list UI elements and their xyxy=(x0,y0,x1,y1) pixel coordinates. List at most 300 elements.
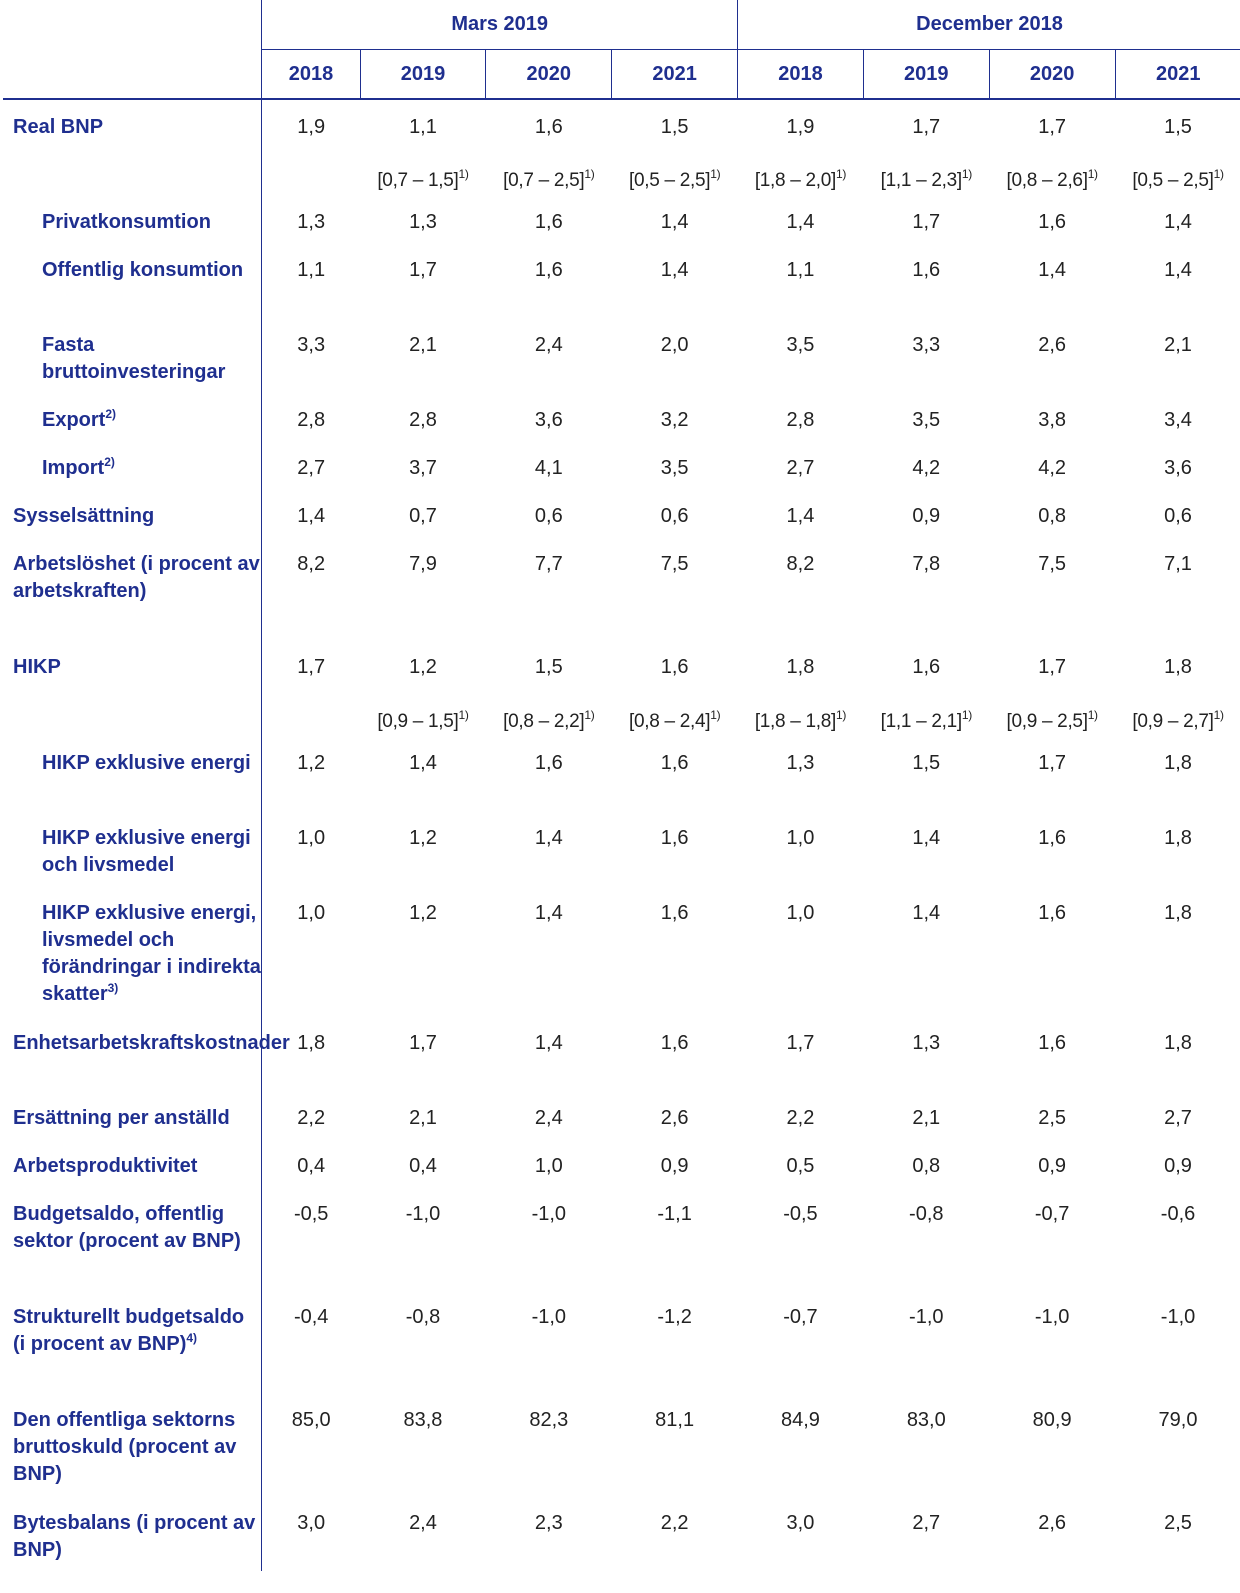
value-cell xyxy=(612,537,738,640)
cell-value: 2,6 xyxy=(1038,1512,1067,1534)
value-cell xyxy=(612,1016,738,1091)
footnote-marker: 1) xyxy=(836,708,847,722)
value-cell xyxy=(360,99,486,147)
cell-value: 1,8 xyxy=(786,656,815,678)
cell-value: 0,6 xyxy=(534,505,563,527)
value-cell xyxy=(1115,441,1240,489)
value-cell xyxy=(612,1393,738,1496)
range-cell xyxy=(360,688,486,736)
range-value: [1,8 – 1,8] xyxy=(754,711,837,732)
value-cell xyxy=(262,1187,360,1290)
cell-value: 1,3 xyxy=(912,1032,941,1054)
cell-value: 1,2 xyxy=(409,827,437,849)
value-cell xyxy=(738,640,864,688)
range-cell xyxy=(612,688,738,736)
cell-value: 0,8 xyxy=(1038,505,1067,527)
row-label xyxy=(3,1091,262,1139)
cell-value: -1,0 xyxy=(405,1203,441,1225)
value-cell xyxy=(612,195,738,243)
value-cell xyxy=(486,640,612,688)
cell-value: 2,1 xyxy=(409,334,437,356)
table-row xyxy=(3,811,1240,886)
value-cell xyxy=(989,1139,1115,1187)
cell-value: 1,7 xyxy=(1038,752,1067,774)
range-value: [0,9 – 2,7] xyxy=(1132,711,1214,732)
range-cell xyxy=(486,688,612,736)
cell-value: -1,0 xyxy=(1034,1306,1070,1328)
cell-value: 0,7 xyxy=(409,505,437,527)
cell-value: 1,5 xyxy=(534,656,563,678)
cell-value: 1,6 xyxy=(912,259,941,281)
value-cell xyxy=(863,640,989,688)
row-label xyxy=(3,195,262,243)
range-cell xyxy=(612,147,738,195)
cell-value: 1,4 xyxy=(912,902,941,924)
row-label xyxy=(3,537,262,640)
cell-value: 2,7 xyxy=(297,457,326,479)
row-label xyxy=(3,1139,262,1187)
value-cell xyxy=(863,1496,989,1571)
row-label xyxy=(3,441,262,489)
value-cell xyxy=(1115,1496,1240,1571)
value-cell xyxy=(486,736,612,811)
cell-value: 0,6 xyxy=(660,505,689,527)
cell-value: 1,6 xyxy=(660,1032,689,1054)
cell-value: 3,0 xyxy=(786,1512,815,1534)
value-cell xyxy=(1115,811,1240,886)
cell-value: 1,7 xyxy=(1038,116,1067,138)
cell-value: 1,0 xyxy=(297,902,326,924)
cell-value: 85,0 xyxy=(291,1409,331,1431)
value-cell xyxy=(486,393,612,441)
footnote-marker: 1) xyxy=(1087,167,1098,181)
value-cell xyxy=(989,1393,1115,1496)
range-value: [0,9 – 1,5] xyxy=(377,711,459,732)
range-value: [0,5 – 2,5] xyxy=(1132,170,1214,191)
value-cell xyxy=(360,1091,486,1139)
value-cell xyxy=(360,1496,486,1571)
footnote-marker: 1) xyxy=(961,708,972,722)
cell-value: -0,6 xyxy=(1160,1203,1196,1225)
cell-value: 1,0 xyxy=(534,1155,563,1177)
corner-cell-lower xyxy=(3,50,262,100)
value-cell xyxy=(360,811,486,886)
row-label-text: Fasta bruttoinvesteringar xyxy=(42,334,226,383)
cell-value: 1,4 xyxy=(409,752,437,774)
value-cell xyxy=(612,489,738,537)
row-label-text: Real BNP xyxy=(13,116,104,138)
value-cell xyxy=(262,537,360,640)
range-value: [0,5 – 2,5] xyxy=(628,170,711,191)
cell-value: 3,0 xyxy=(297,1512,326,1534)
value-cell xyxy=(863,1393,989,1496)
cell-value: 1,6 xyxy=(1038,827,1067,849)
cell-value: 1,8 xyxy=(297,1032,326,1054)
table-row xyxy=(3,640,1240,688)
row-label xyxy=(3,1187,262,1290)
cell-value: 7,8 xyxy=(912,553,941,575)
value-cell xyxy=(262,640,360,688)
cell-value: 1,7 xyxy=(786,1032,815,1054)
value-cell xyxy=(738,318,864,393)
cell-value: 1,9 xyxy=(297,116,326,138)
footnote-marker: 1) xyxy=(458,708,469,722)
value-cell xyxy=(1115,243,1240,318)
value-cell xyxy=(612,736,738,811)
cell-value: 79,0 xyxy=(1158,1409,1198,1431)
range-cell xyxy=(262,147,360,195)
footnote-marker: 1) xyxy=(1213,708,1224,722)
group-header-december-2018: December 2018 xyxy=(738,0,1240,50)
cell-value: 1,4 xyxy=(912,827,941,849)
cell-value: 1,5 xyxy=(912,752,941,774)
range-value: [0,8 – 2,2] xyxy=(503,711,585,732)
value-cell xyxy=(612,318,738,393)
table-row xyxy=(3,1496,1240,1571)
value-cell xyxy=(738,1091,864,1139)
value-cell xyxy=(738,811,864,886)
value-cell xyxy=(360,537,486,640)
value-cell xyxy=(486,811,612,886)
value-cell xyxy=(1115,318,1240,393)
group-header-row xyxy=(3,0,1240,50)
value-cell xyxy=(989,1187,1115,1290)
cell-value: 2,7 xyxy=(786,457,815,479)
cell-value: 1,7 xyxy=(1038,656,1067,678)
value-cell xyxy=(360,640,486,688)
range-value: [1,1 – 2,3] xyxy=(880,170,962,191)
table-row xyxy=(3,441,1240,489)
cell-value: 7,5 xyxy=(1038,553,1067,575)
value-cell xyxy=(738,736,864,811)
table-row xyxy=(3,1139,1240,1187)
row-label-text: Strukturellt budgetsaldo (i procent av BNP) xyxy=(13,1306,245,1355)
table-body xyxy=(3,99,1240,1571)
cell-value: 1,6 xyxy=(660,902,689,924)
value-cell xyxy=(863,243,989,318)
cell-value: 1,7 xyxy=(297,656,326,678)
cell-value: 1,4 xyxy=(1164,259,1192,281)
cell-value: 2,8 xyxy=(409,409,437,431)
footnote-marker: 1) xyxy=(836,167,847,181)
value-cell xyxy=(262,441,360,489)
range-value: [1,8 – 2,0] xyxy=(754,170,837,191)
value-cell xyxy=(989,537,1115,640)
value-cell xyxy=(612,886,738,1016)
value-cell xyxy=(738,393,864,441)
value-cell xyxy=(863,195,989,243)
row-label-text: HIKP exklusive energi xyxy=(42,752,251,774)
cell-value: -1,0 xyxy=(531,1203,567,1225)
cell-value: 2,6 xyxy=(660,1107,689,1129)
value-cell xyxy=(738,886,864,1016)
value-cell xyxy=(863,886,989,1016)
table-row xyxy=(3,489,1240,537)
cell-value: 2,2 xyxy=(297,1107,326,1129)
value-cell xyxy=(989,1016,1115,1091)
value-cell xyxy=(1115,1016,1240,1091)
table-row xyxy=(3,99,1240,147)
cell-value: 3,5 xyxy=(786,334,815,356)
cell-value: 84,9 xyxy=(780,1409,820,1431)
footnote-marker: 3) xyxy=(107,981,119,995)
row-label-text: Den offentliga sektorns bruttoskuld (procent av BNP) xyxy=(13,1409,237,1485)
cell-value: 1,1 xyxy=(297,259,326,281)
value-cell xyxy=(360,489,486,537)
value-cell xyxy=(612,99,738,147)
cell-value: 82,3 xyxy=(529,1409,569,1431)
row-label-text: Import xyxy=(42,457,105,479)
cell-value: 1,7 xyxy=(409,1032,437,1054)
cell-value: 1,4 xyxy=(297,505,326,527)
range-cell xyxy=(1115,688,1240,736)
value-cell xyxy=(989,886,1115,1016)
cell-value: 2,1 xyxy=(409,1107,437,1129)
cell-value: 3,8 xyxy=(1038,409,1067,431)
table-row xyxy=(3,537,1240,640)
cell-value: 83,0 xyxy=(906,1409,946,1431)
value-cell xyxy=(262,736,360,811)
value-cell xyxy=(360,1016,486,1091)
value-cell xyxy=(1115,886,1240,1016)
cell-value: 4,1 xyxy=(534,457,563,479)
range-value: [0,8 – 2,6] xyxy=(1006,170,1088,191)
cell-value: 8,2 xyxy=(786,553,815,575)
year-header: 2021 xyxy=(1115,50,1240,100)
cell-value: 0,9 xyxy=(1164,1155,1192,1177)
cell-value: 0,8 xyxy=(912,1155,941,1177)
value-cell xyxy=(1115,1187,1240,1290)
cell-value: 83,8 xyxy=(403,1409,443,1431)
cell-value: 1,2 xyxy=(409,656,437,678)
value-cell xyxy=(612,393,738,441)
value-cell xyxy=(486,489,612,537)
value-cell xyxy=(738,537,864,640)
value-cell xyxy=(612,1496,738,1571)
cell-value: 1,6 xyxy=(912,656,941,678)
cell-value: 1,5 xyxy=(1164,116,1192,138)
value-cell xyxy=(360,886,486,1016)
value-cell xyxy=(738,1496,864,1571)
cell-value: 0,5 xyxy=(786,1155,815,1177)
value-cell xyxy=(863,537,989,640)
table-row xyxy=(3,1187,1240,1290)
value-cell xyxy=(360,441,486,489)
table-row xyxy=(3,318,1240,393)
cell-value: 1,0 xyxy=(786,902,815,924)
row-label-text: Enhetsarbetskraftskostnader xyxy=(13,1032,290,1054)
value-cell xyxy=(1115,1290,1240,1393)
value-cell xyxy=(989,393,1115,441)
cell-value: 1,6 xyxy=(660,752,689,774)
value-cell xyxy=(360,736,486,811)
value-cell xyxy=(738,1393,864,1496)
cell-value: -0,7 xyxy=(783,1306,818,1328)
value-cell xyxy=(486,441,612,489)
value-cell xyxy=(360,1187,486,1290)
cell-value: 4,2 xyxy=(1038,457,1067,479)
value-cell xyxy=(989,736,1115,811)
value-cell xyxy=(612,243,738,318)
value-cell xyxy=(612,441,738,489)
cell-value: 2,0 xyxy=(660,334,689,356)
cell-value: 0,9 xyxy=(912,505,941,527)
cell-value: -1,0 xyxy=(909,1306,944,1328)
table-row xyxy=(3,1290,1240,1393)
value-cell xyxy=(262,99,360,147)
footnote-marker: 1) xyxy=(458,167,469,181)
range-cell xyxy=(738,147,864,195)
cell-value: 2,1 xyxy=(912,1107,941,1129)
year-header: 2021 xyxy=(612,50,738,100)
cell-value: 3,3 xyxy=(297,334,326,356)
value-cell xyxy=(612,1139,738,1187)
value-cell xyxy=(360,195,486,243)
value-cell xyxy=(262,489,360,537)
cell-value: -0,5 xyxy=(293,1203,329,1225)
range-value: [1,1 – 2,1] xyxy=(880,711,962,732)
cell-value: 1,6 xyxy=(1038,1032,1067,1054)
table-row xyxy=(3,736,1240,811)
value-cell xyxy=(486,1016,612,1091)
cell-value: 2,4 xyxy=(534,1107,563,1129)
cell-value: 2,7 xyxy=(1164,1107,1192,1129)
value-cell xyxy=(1115,736,1240,811)
cell-value: -1,1 xyxy=(657,1203,692,1225)
value-cell xyxy=(863,1290,989,1393)
projections-table xyxy=(3,0,1240,1571)
table-row xyxy=(3,243,1240,318)
cell-value: -0,5 xyxy=(783,1203,818,1225)
range-value: [0,7 – 1,5] xyxy=(377,170,459,191)
row-label xyxy=(3,147,262,195)
cell-value: 1,4 xyxy=(660,211,689,233)
value-cell xyxy=(612,1187,738,1290)
value-cell xyxy=(1115,1139,1240,1187)
value-cell xyxy=(262,1496,360,1571)
year-header: 2020 xyxy=(486,50,612,100)
value-cell xyxy=(360,1290,486,1393)
footnote-marker: 1) xyxy=(1213,167,1224,181)
range-cell xyxy=(989,147,1115,195)
value-cell xyxy=(262,1393,360,1496)
range-value: [0,8 – 2,4] xyxy=(628,711,711,732)
value-cell xyxy=(262,886,360,1016)
row-label xyxy=(3,99,262,147)
range-cell xyxy=(738,688,864,736)
value-cell xyxy=(486,1290,612,1393)
value-cell xyxy=(262,318,360,393)
row-label xyxy=(3,489,262,537)
cell-value: 2,7 xyxy=(912,1512,941,1534)
cell-value: 2,5 xyxy=(1164,1512,1192,1534)
table-row xyxy=(3,195,1240,243)
value-cell xyxy=(989,1496,1115,1571)
value-cell xyxy=(1115,1393,1240,1496)
cell-value: 1,6 xyxy=(1038,211,1067,233)
value-cell xyxy=(863,318,989,393)
cell-value: 3,6 xyxy=(534,409,563,431)
cell-value: 2,1 xyxy=(1164,334,1192,356)
year-header: 2020 xyxy=(989,50,1115,100)
cell-value: 1,7 xyxy=(912,116,941,138)
value-cell xyxy=(863,1016,989,1091)
value-cell xyxy=(863,441,989,489)
cell-value: -0,8 xyxy=(909,1203,944,1225)
value-cell xyxy=(738,441,864,489)
cell-value: 2,4 xyxy=(409,1512,437,1534)
value-cell xyxy=(262,1290,360,1393)
cell-value: 3,7 xyxy=(409,457,437,479)
footnote-marker: 1) xyxy=(961,167,972,181)
table-row xyxy=(3,393,1240,441)
row-label-text: Arbetslöshet (i procent av arbetskraften) xyxy=(13,553,260,602)
value-cell xyxy=(738,1139,864,1187)
value-cell xyxy=(1115,393,1240,441)
cell-value: 1,1 xyxy=(786,259,815,281)
cell-value: 2,8 xyxy=(297,409,326,431)
cell-value: 7,7 xyxy=(534,553,563,575)
footnote-marker: 1) xyxy=(584,708,595,722)
cell-value: 1,6 xyxy=(534,259,563,281)
footnote-marker: 2) xyxy=(105,407,117,421)
value-cell xyxy=(486,318,612,393)
value-cell xyxy=(989,99,1115,147)
cell-value: 1,8 xyxy=(1164,752,1192,774)
row-label xyxy=(3,243,262,318)
value-cell xyxy=(863,99,989,147)
cell-value: 0,9 xyxy=(660,1155,689,1177)
range-row xyxy=(3,147,1240,195)
value-cell xyxy=(612,811,738,886)
row-label-text: Ersättning per anställd xyxy=(13,1107,230,1129)
value-cell xyxy=(989,1290,1115,1393)
cell-value: 1,8 xyxy=(1164,656,1192,678)
value-cell xyxy=(989,1091,1115,1139)
value-cell xyxy=(262,1139,360,1187)
value-cell xyxy=(738,243,864,318)
cell-value: -0,8 xyxy=(405,1306,441,1328)
cell-value: 2,8 xyxy=(786,409,815,431)
range-cell xyxy=(262,688,360,736)
table-row xyxy=(3,1016,1240,1091)
value-cell xyxy=(262,393,360,441)
cell-value: 1,6 xyxy=(534,752,563,774)
row-label-text: Privatkonsumtion xyxy=(42,211,211,233)
value-cell xyxy=(262,1091,360,1139)
value-cell xyxy=(486,1091,612,1139)
range-cell xyxy=(989,688,1115,736)
row-label xyxy=(3,736,262,811)
cell-value: 1,4 xyxy=(660,259,689,281)
value-cell xyxy=(1115,489,1240,537)
cell-value: 8,2 xyxy=(297,553,326,575)
value-cell xyxy=(486,195,612,243)
row-label-text: Arbetsproduktivitet xyxy=(13,1155,198,1177)
value-cell xyxy=(486,1393,612,1496)
value-cell xyxy=(863,1139,989,1187)
cell-value: 2,3 xyxy=(534,1512,563,1534)
cell-value: -0,4 xyxy=(293,1306,329,1328)
footnote-marker: 1) xyxy=(1087,708,1098,722)
row-label xyxy=(3,811,262,886)
range-value: [0,7 – 2,5] xyxy=(503,170,585,191)
value-cell xyxy=(863,736,989,811)
cell-value: 7,9 xyxy=(409,553,437,575)
value-cell xyxy=(360,318,486,393)
cell-value: 2,6 xyxy=(1038,334,1067,356)
value-cell xyxy=(262,243,360,318)
